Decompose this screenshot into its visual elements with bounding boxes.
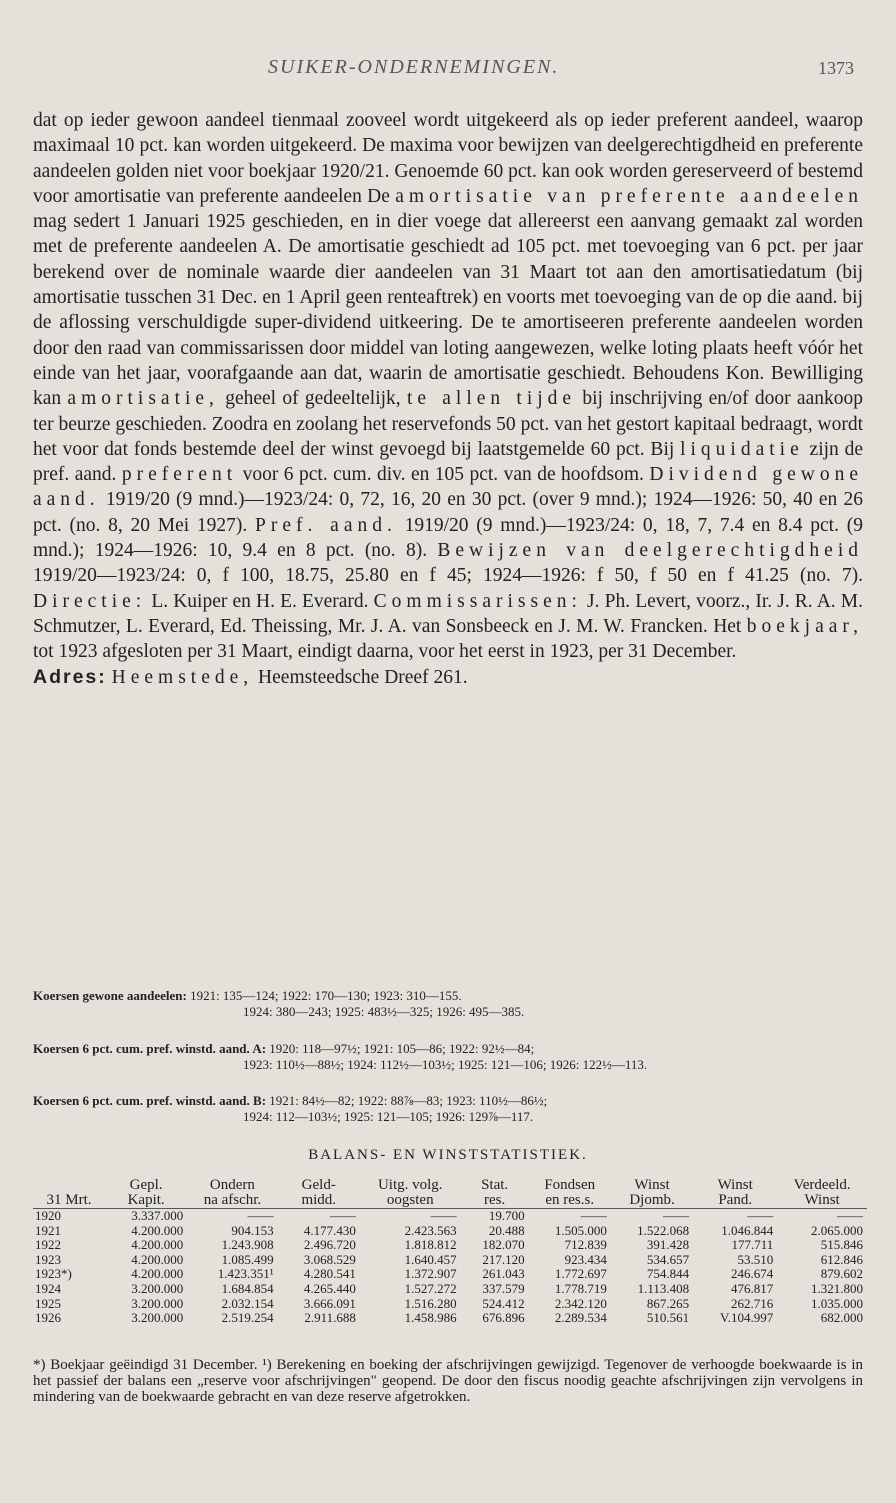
footnote: *) Boekjaar geëindigd 31 December. ¹) Berekening en boeking der afschrijvingen gewijzigd. Tegenover de verhoogde boekwaarde is in het passief der balans een „reserve voor afschrijvingen" geopend. De door den fiscus noodig geachte afschrijvingen zijn vervolgens in mindering van de boekwaarde gebracht en van deze reserve afgetrokken. xyxy=(33,1357,863,1405)
stats-header-cell: Verdeeld. xyxy=(793,1177,851,1193)
adres-label: Adres: xyxy=(33,665,107,688)
value-cell: 19.700 xyxy=(488,1208,525,1223)
value-cell: 524.412 xyxy=(482,1295,525,1311)
spaced-emphasis: amortisatie van preferente aandeelen xyxy=(395,185,863,207)
text-run: L. Kuiper en H. E. Everard. xyxy=(146,590,374,612)
text-run: tot 1923 afgesloten per 31 Maart, eindigt daarna, voor het eerst in 1923, per 31 December. xyxy=(33,641,737,663)
year-cell: 1923 xyxy=(35,1251,61,1267)
value-cell: 4.177.430 xyxy=(303,1222,356,1238)
year-cell: 1925 xyxy=(35,1295,61,1311)
table-row xyxy=(33,1253,867,1268)
stats-header-cell: oogsten xyxy=(360,1193,461,1209)
value-cell: 4.200.000 xyxy=(131,1251,184,1267)
text-run: dat op ieder gewoon aandeel tienmaal zooveel wordt uitgekeerd als op ieder preferent aandeel, waarop maximaal 10 pct. kan worden uitgekeerd. De maxima voor bewijzen van deelgerechtigdheid en preferente aandeelen golden niet voor boekjaar 1920/21. Genoemde 60 pct. kan ook worden gereserveerd of bestemd voor amortisatie van preferente aandeelen De xyxy=(33,110,863,207)
value-cell: 217.120 xyxy=(482,1251,525,1267)
value-cell: 2.065.000 xyxy=(811,1222,863,1238)
value-cell: 53.510 xyxy=(737,1251,774,1267)
value-cell: 1.778.719 xyxy=(554,1280,607,1296)
value-cell: 3.666.091 xyxy=(303,1295,356,1311)
value-cell: V.104.997 xyxy=(720,1310,774,1326)
stats-header-row xyxy=(33,1178,867,1193)
page-number: 1373 xyxy=(818,58,854,78)
koersen-values: 1921: 84½—82; 1922: 88⅞—83; 1923: 110½—86½; xyxy=(266,1093,548,1108)
value-cell: 2.032.154 xyxy=(221,1295,274,1311)
stats-header-cell: 31 Mrt. xyxy=(33,1193,105,1209)
value-cell: 1.505.000 xyxy=(554,1222,607,1238)
koersen-line: 1923: 110½—88½; 1924: 112½—103½; 1925: 121—106; 1926: 122½—113. xyxy=(243,1057,648,1072)
stats-header-cell: Geld- xyxy=(301,1177,336,1193)
value-cell: 612.846 xyxy=(820,1251,863,1267)
value-cell: 182.070 xyxy=(482,1237,525,1253)
value-cell: 3.337.000 xyxy=(131,1208,184,1223)
value-cell: 476.817 xyxy=(730,1280,774,1296)
stats-header-cell: en res.s. xyxy=(529,1193,611,1209)
value-cell: 2.911.688 xyxy=(304,1310,356,1326)
spaced-emphasis: Pref. aand. xyxy=(255,514,397,536)
table-row xyxy=(33,1297,867,1312)
value-cell: 3.200.000 xyxy=(131,1280,184,1296)
value-cell: 867.265 xyxy=(646,1295,690,1311)
value-cell: —— xyxy=(247,1208,274,1223)
value-cell: 4.200.000 xyxy=(131,1237,184,1253)
value-cell: 20.488 xyxy=(488,1222,525,1238)
year-cell: 1926 xyxy=(35,1310,61,1326)
value-cell: 515.846 xyxy=(820,1237,863,1253)
spaced-emphasis: liquidatie xyxy=(680,438,804,460)
text-run: geheel of gedeeltelijk, xyxy=(218,388,407,410)
value-cell: 4.200.000 xyxy=(131,1222,184,1238)
koersen-block xyxy=(33,1093,873,1125)
stats-table xyxy=(33,1178,867,1326)
koersen-block xyxy=(33,988,873,1020)
koersen-line xyxy=(33,988,873,1004)
value-cell: 391.428 xyxy=(646,1237,690,1253)
spaced-emphasis: amortisatie, xyxy=(67,388,219,410)
text-run: 1919/20 (9 mnd.)—1923/24: 0, 18, 7, 7.4 en 8.4 pct. (9 mnd.); 1924—1926: 10, 9.4 en 8 pct. (no. 8). xyxy=(33,514,863,562)
stats-header-cell xyxy=(33,1178,105,1193)
koersen-block xyxy=(33,1041,873,1073)
stats-header-cell: Uitg. volg. xyxy=(377,1177,443,1193)
stats-header-cell: Winst xyxy=(634,1177,670,1193)
koersen-line xyxy=(33,1041,873,1057)
spaced-emphasis: Directie: xyxy=(33,590,147,612)
text-run: 1919/20—1923/24: 0, f 100, 18.75, 25.80 en f 45; 1924—1926: f 50, f 50 en f 41.25 (no. 7). xyxy=(33,565,863,587)
koersen-line: 1924: 112—103½; 1925: 121—105; 1926: 129⅞—117. xyxy=(243,1109,534,1124)
value-cell: 1.085.499 xyxy=(221,1251,274,1267)
text-run: bij inschrijving en/of door aankoop ter beurze geschieden. Zoodra en zoolang het reservefonds 50 pct. van het gestort kapitaal bedraagt, wordt het voor dat fonds bestemde deel der winst gevoegd bij laatstgemelde 60 pct. Bij xyxy=(33,388,863,460)
value-cell: 2.496.720 xyxy=(303,1237,356,1253)
text-run: 1919/20 (9 mnd.)—1923/24: 0, 72, 16, 20 en 30 pct. (over 9 mnd.); 1924—1926: 50, 40 en 26 pct. (no. 8, 20 Mei 1927). xyxy=(33,489,863,536)
value-cell: 2.289.534 xyxy=(554,1310,607,1326)
koersen-line xyxy=(33,1093,873,1109)
value-cell: 4.200.000 xyxy=(131,1266,184,1282)
stats-header-cell: res. xyxy=(461,1193,529,1209)
stats-header-cell: na afschr. xyxy=(187,1193,277,1209)
table-row xyxy=(33,1238,867,1253)
stats-header-cell: Stat. xyxy=(481,1177,509,1193)
value-cell: 3.200.000 xyxy=(131,1295,184,1311)
year-cell: 1922 xyxy=(35,1237,61,1253)
body-paragraph xyxy=(33,108,863,690)
value-cell: 879.602 xyxy=(820,1266,863,1282)
text-run: zijn de pref. aand. xyxy=(33,438,863,486)
table-row xyxy=(33,1209,867,1224)
stats-header-cell: midd. xyxy=(278,1193,360,1209)
text-run: mag sedert 1 Januari 1925 geschieden, en in dier voege dat allereerst een aanvang gemaakt zal worden met de preferente aandeelen A. De amortisatie geschiedt ad 105 pct. met toevoeging van 6 pct. per jaar berekend over de nominale waarde dier aandeelen van 31 Maart tot aan den amortisatiedatum (bij amortisatie tusschen 31 Dec. en 1 April geen renteaftrek) en voorts met toevoeging van de op die aand. bij de aflossing verschuldigde super-dividend uitkeering. De te amortiseeren preferente aandeelen worden door den raad van commissarissen door middel van loting aangewezen, welke loting plaats heeft vóór het einde van het jaar, voorafgaande aan dat, waarin de amortisatie geschiedt. Behoudens Kon. Bewilliging kan xyxy=(33,211,863,410)
value-cell: 4.265.440 xyxy=(303,1280,356,1296)
value-cell: 1.522.068 xyxy=(637,1222,690,1238)
year-cell: 1924 xyxy=(35,1280,61,1296)
koersen-label: Koersen gewone aandeelen: xyxy=(33,988,187,1003)
stats-header-row xyxy=(33,1193,867,1209)
stats-header-cell: Pand. xyxy=(693,1193,777,1209)
koersen-line: 1924: 380—243; 1925: 483½—325; 1926: 495—385. xyxy=(243,1004,525,1019)
spaced-emphasis: Commissarissen: xyxy=(373,590,582,612)
value-cell: 923.434 xyxy=(564,1251,607,1267)
stats-header-cell: Kapit. xyxy=(105,1193,187,1209)
year-cell: 1921 xyxy=(35,1222,61,1238)
value-cell: 1.458.986 xyxy=(404,1310,457,1326)
value-cell: 246.674 xyxy=(730,1266,774,1282)
value-cell: 4.280.541 xyxy=(303,1266,356,1282)
spaced-emphasis: te allen tijde xyxy=(406,388,577,410)
year-cell: 1923*) xyxy=(35,1266,72,1282)
value-cell: 510.561 xyxy=(646,1310,690,1326)
running-title: SUIKER-ONDERNEMINGEN. xyxy=(268,56,560,78)
value-cell: 682.000 xyxy=(820,1310,863,1326)
adres-place: Heemstede, xyxy=(111,666,254,688)
stats-header-cell: Winst xyxy=(777,1193,867,1209)
year-cell: 1920 xyxy=(35,1208,61,1223)
value-cell: 1.046.844 xyxy=(721,1222,774,1238)
spaced-emphasis: Bewijzen van deelgerechtigdheid xyxy=(437,540,863,562)
value-cell: 2.423.563 xyxy=(404,1222,457,1238)
table-row xyxy=(33,1311,867,1326)
value-cell: 1.423.351¹ xyxy=(217,1266,274,1282)
value-cell: 1.684.854 xyxy=(221,1280,274,1296)
value-cell: 261.043 xyxy=(482,1266,525,1282)
value-cell: 904.153 xyxy=(231,1222,274,1238)
value-cell: 1.527.272 xyxy=(404,1280,457,1296)
value-cell: 754.844 xyxy=(646,1266,690,1282)
value-cell: 1.035.000 xyxy=(811,1295,863,1311)
value-cell: 1.243.908 xyxy=(221,1237,274,1253)
value-cell: 1.818.812 xyxy=(404,1237,457,1253)
value-cell: 3.200.000 xyxy=(131,1310,184,1326)
value-cell: 534.657 xyxy=(646,1251,690,1267)
value-cell: 177.711 xyxy=(731,1237,774,1253)
value-cell: 262.716 xyxy=(730,1295,774,1311)
value-cell: —— xyxy=(329,1208,356,1223)
koersen-label: Koersen 6 pct. cum. pref. winstd. aand. B: xyxy=(33,1093,267,1108)
value-cell: 337.579 xyxy=(482,1280,525,1296)
stats-header-cell: Ondern xyxy=(209,1177,255,1193)
value-cell: 1.372.907 xyxy=(404,1266,457,1282)
text-run: voor 6 pct. cum. div. en 105 pct. van de hoofdsom. xyxy=(237,464,650,486)
value-cell: 2.342.120 xyxy=(554,1295,607,1311)
value-cell: —— xyxy=(747,1208,774,1223)
value-cell: 712.839 xyxy=(564,1237,607,1253)
spaced-emphasis: boekjaar, xyxy=(746,615,863,637)
value-cell: —— xyxy=(663,1208,690,1223)
stats-header-cell: Winst xyxy=(717,1177,753,1193)
table-row xyxy=(33,1282,867,1297)
value-cell: 3.068.529 xyxy=(303,1251,356,1267)
table-row xyxy=(33,1267,867,1282)
value-cell: 676.896 xyxy=(482,1310,525,1326)
stats-header-cell: Fondsen xyxy=(544,1177,596,1193)
spaced-emphasis: Dividend gewone aand. xyxy=(33,464,864,511)
value-cell: —— xyxy=(837,1208,863,1223)
value-cell: 1.772.697 xyxy=(554,1266,607,1282)
value-cell: 1.321.800 xyxy=(811,1280,863,1296)
text-run: J. Ph. Levert, voorz., Ir. J. R. A. M. Schmutzer, L. Everard, Ed. Theissing, Mr. J. A. van Sonsbeeck en J. M. W. Francken. Het xyxy=(33,590,863,637)
adres-street: Heemsteedsche Dreef 261. xyxy=(253,666,468,688)
stats-header-cell: Djomb. xyxy=(611,1193,693,1209)
value-cell: 1.516.280 xyxy=(404,1295,457,1311)
spaced-emphasis: preferent xyxy=(121,464,238,486)
stats-title: BALANS- EN WINSTSTATISTIEK. xyxy=(308,1147,588,1163)
table-row xyxy=(33,1224,867,1239)
running-head xyxy=(0,54,896,84)
value-cell: —— xyxy=(580,1208,607,1223)
value-cell: 1.640.457 xyxy=(404,1251,457,1267)
value-cell: —— xyxy=(430,1208,457,1223)
koersen-label: Koersen 6 pct. cum. pref. winstd. aand. A: xyxy=(33,1041,267,1056)
stats-header-cell: Gepl. xyxy=(129,1177,163,1193)
koersen-values: 1921: 135—124; 1922: 170—130; 1923: 310—155. xyxy=(186,988,462,1003)
value-cell: 2.519.254 xyxy=(221,1310,274,1326)
value-cell: 1.113.408 xyxy=(637,1280,690,1296)
koersen-values: 1920: 118—97½; 1921: 105—86; 1922: 92½—84; xyxy=(266,1041,535,1056)
